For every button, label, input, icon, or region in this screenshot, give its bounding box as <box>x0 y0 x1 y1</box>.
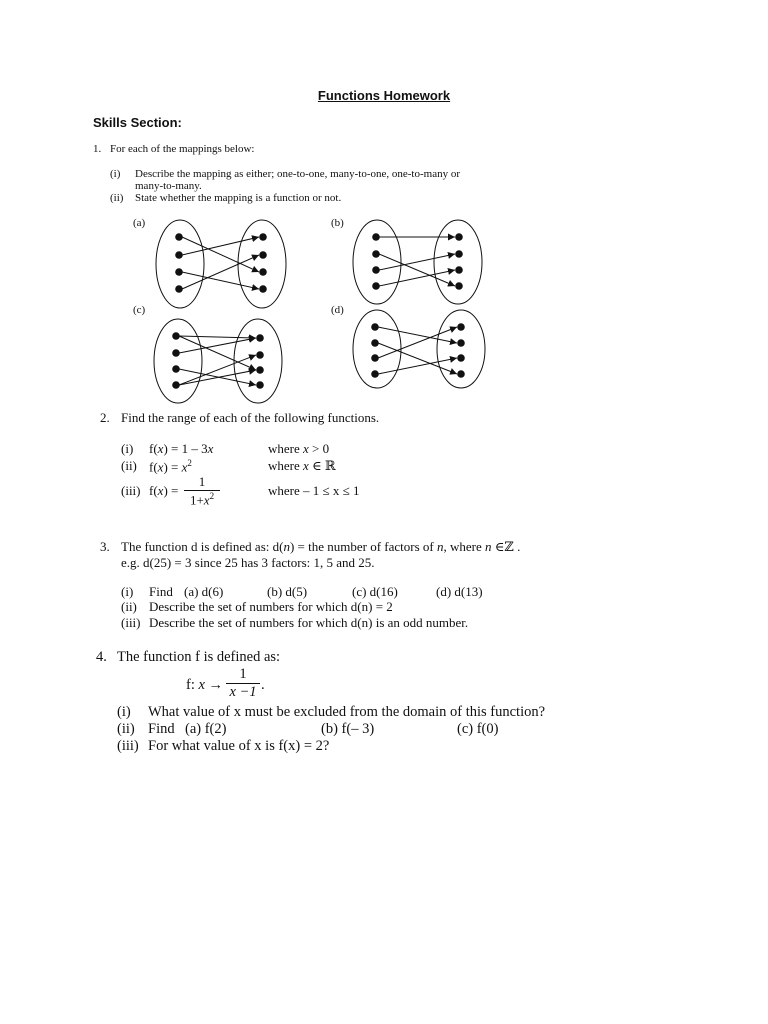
q2-item-condition: where x > 0 <box>268 441 330 456</box>
diagram-label-b: (b) <box>331 217 344 229</box>
q4-part-text: For what value of x is f(x) = 2? <box>148 738 330 754</box>
q4-stem: The function f is defined as: <box>117 649 281 665</box>
q1-number: 1. <box>93 143 102 155</box>
q3-part-label: (iii) <box>121 615 141 630</box>
q3-part-text: Find <box>149 584 173 599</box>
q2-item-expr: f(x) = <box>149 483 179 498</box>
q1-part-label: (ii) <box>110 192 124 204</box>
mapping-diagram-d <box>353 310 485 388</box>
q3-find-item: (b) d(5) <box>267 584 308 599</box>
diagram-label-a: (a) <box>133 217 146 229</box>
q4-find-item: (c) f(0) <box>457 721 499 737</box>
q1-stem: For each of the mappings below: <box>110 143 255 155</box>
q2-number: 2. <box>100 410 110 425</box>
q2-item-condition: where – 1 ≤ x ≤ 1 <box>268 483 360 498</box>
mapping-diagram-c <box>154 319 282 403</box>
q3-find-item: (d) d(13) <box>436 584 483 599</box>
q4-mapping-period: . <box>261 677 265 693</box>
page-title: Functions Homework <box>317 88 451 103</box>
section-heading: Skills Section: <box>93 115 182 130</box>
q2-item-condition: where x ∈ ℝ <box>268 458 336 473</box>
q3-example: e.g. d(25) = 3 since 25 has 3 factors: 1, 5 and 25. <box>121 555 375 570</box>
q3-part-text: Describe the set of numbers for which d(n) = 2 <box>149 599 393 614</box>
diagram-label-d: (d) <box>331 304 344 316</box>
q4-find-item: (a) f(2) <box>185 721 227 737</box>
q4-find-item: (b) f(– 3) <box>321 721 375 737</box>
q3-find-item: (c) d(16) <box>352 584 398 599</box>
q2-item-label: (i) <box>121 441 134 456</box>
q4-number: 4. <box>96 649 107 665</box>
q1-part-text: Describe the mapping as either; one-to-one, many-to-one, one-to-many or <box>135 168 460 180</box>
q4-part-label: (ii) <box>117 721 135 737</box>
q4-part-text: What value of x must be excluded from the domain of this function? <box>148 704 546 720</box>
q2-item-expr: $f(x) = x^2$ <box>149 458 192 475</box>
q2-item-label: (iii) <box>121 483 141 498</box>
q2-fraction: $\frac{1}{1+x^2}$ <box>184 474 220 508</box>
q3-part-label: (i) <box>121 584 134 599</box>
q4-fraction: $\frac{1}{x -1}$ <box>226 666 260 701</box>
q3-number: 3. <box>100 539 110 554</box>
q3-part-label: (ii) <box>121 599 137 614</box>
diagram-label-c: (c) <box>133 304 146 316</box>
q1-part-text: many-to-many. <box>135 180 202 192</box>
q4-part-text: Find <box>148 721 175 737</box>
q3-stem: The function d is defined as: d(n) = the number of factors of n, where n ∈ℤ . <box>121 539 521 554</box>
q1-part-text: State whether the mapping is a function or not. <box>135 192 342 204</box>
q4-part-label: (iii) <box>117 738 139 754</box>
mapping-diagram-a <box>156 220 286 308</box>
mapping-diagram-b <box>353 220 482 304</box>
q4-part-label: (i) <box>117 704 131 720</box>
q1-part-label: (i) <box>110 168 121 180</box>
q4-mapping: f: x → <box>186 677 224 693</box>
q2-stem: Find the range of each of the following functions. <box>121 410 380 425</box>
q2-item-label: (ii) <box>121 458 137 473</box>
q3-part-text: Describe the set of numbers for which d(n) is an odd number. <box>149 615 469 630</box>
q3-find-item: (a) d(6) <box>184 584 224 599</box>
q2-item-expr: f(x) = 1 – 3x <box>149 441 214 456</box>
